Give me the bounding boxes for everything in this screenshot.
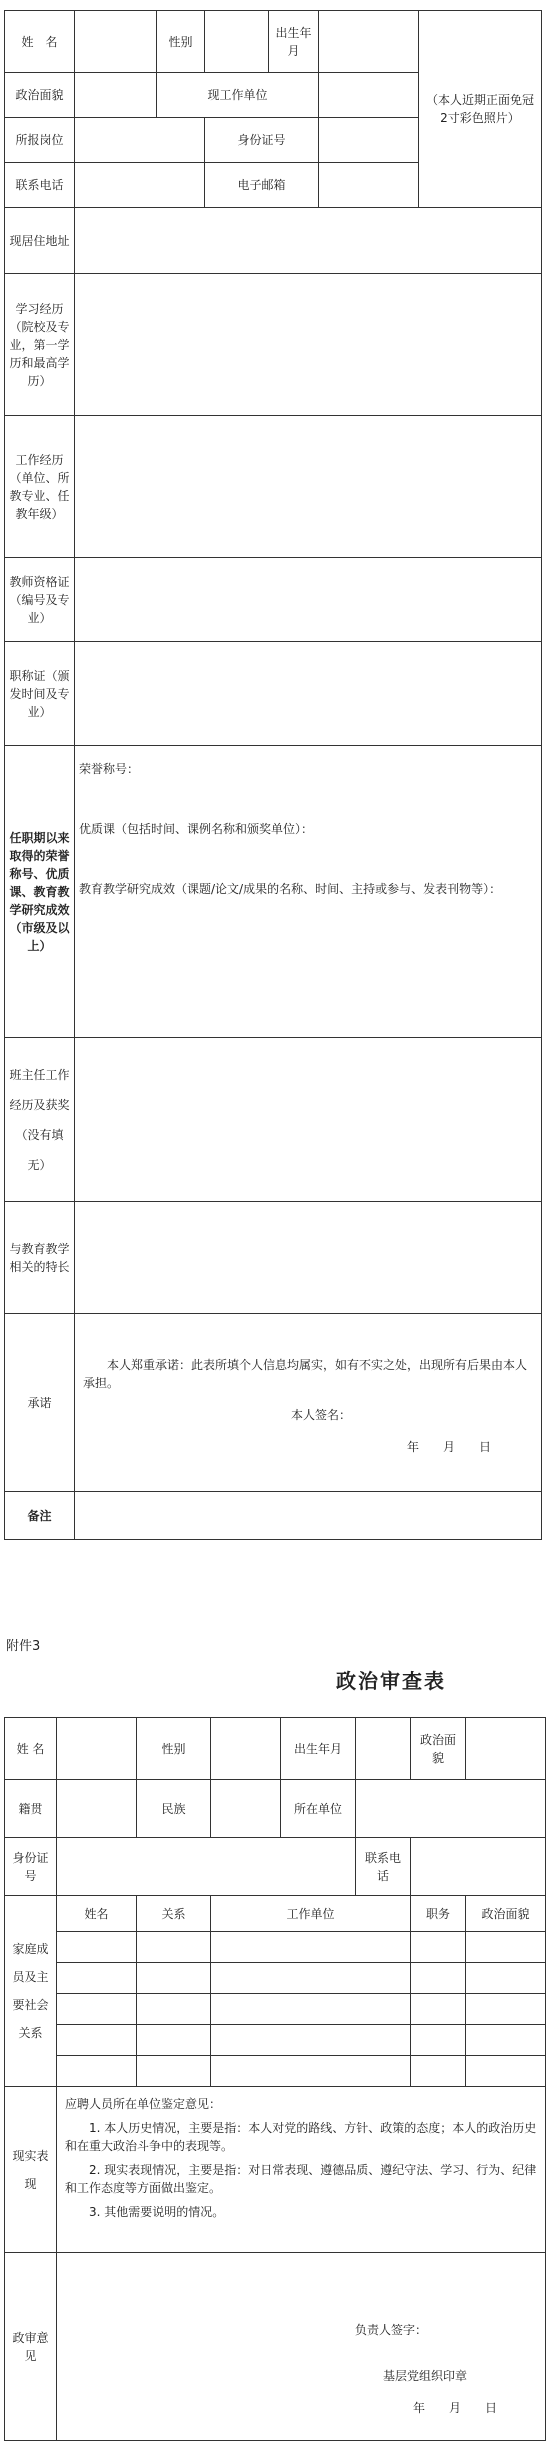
family-label: 家庭成员及主要社会关系 (5, 1896, 57, 2087)
id-card-label: 身份证号 (205, 118, 319, 163)
family-cell[interactable] (137, 1963, 211, 1994)
family-cell[interactable] (137, 1994, 211, 2025)
work-field[interactable] (75, 416, 542, 558)
family-cell[interactable] (57, 2056, 137, 2087)
id-card-field[interactable] (319, 118, 419, 163)
gender-field[interactable] (205, 11, 269, 73)
family-cell[interactable] (211, 2056, 411, 2087)
birth-field[interactable] (319, 11, 419, 73)
gender-label-2: 性别 (137, 1718, 211, 1780)
gender-label: 性别 (157, 11, 205, 73)
performance-item-2: 2. 现实表现情况，主要是指：对日常表现、遵德品质、遵纪守法、学习、行为、纪律和工作态度等方面做出鉴定。 (65, 2163, 537, 2195)
email-field[interactable] (319, 163, 419, 208)
family-row (5, 1932, 546, 1963)
family-cell[interactable] (466, 1994, 546, 2025)
form-title: 政治审查表 (336, 1669, 446, 1693)
family-cell[interactable] (411, 1994, 466, 2025)
family-cell[interactable] (57, 1963, 137, 1994)
specialty-label: 与教育教学相关的特长 (5, 1202, 75, 1314)
gender-field-2[interactable] (211, 1718, 281, 1780)
family-cell[interactable] (57, 1994, 137, 2025)
family-cell[interactable] (411, 2056, 466, 2087)
stamp-text: 基层党组织印章 (382, 2369, 467, 2383)
name-label: 姓 名 (5, 11, 75, 73)
unit-field[interactable] (356, 1780, 546, 1838)
quality-course-text: 优质课（包括时间、课例名称和颁奖单位）： (79, 822, 314, 836)
family-cell[interactable] (57, 1932, 137, 1963)
phone-field-2[interactable] (411, 1838, 546, 1896)
family-cell[interactable] (137, 1932, 211, 1963)
annex-label: 附件3 (6, 1639, 41, 1654)
leader-sign-text: 负责人签字： (354, 2323, 427, 2337)
date-text: 年 月 日 (406, 1440, 491, 1454)
family-cell[interactable] (57, 2025, 137, 2056)
family-row (5, 1994, 546, 2025)
ethnicity-field[interactable] (211, 1780, 281, 1838)
family-cell[interactable] (466, 2025, 546, 2056)
signature-text: 本人签名： (290, 1408, 351, 1422)
family-cell[interactable] (411, 1963, 466, 1994)
family-cell[interactable] (466, 1963, 546, 1994)
col-name: 姓名 (57, 1896, 137, 1932)
ethnicity-label: 民族 (137, 1780, 211, 1838)
performance-intro: 应聘人员所在单位鉴定意见： (65, 2097, 222, 2111)
review-label: 政审意见 (5, 2253, 57, 2441)
review-field[interactable] (57, 2253, 546, 2441)
teacher-cert-field[interactable] (75, 558, 542, 642)
head-teacher-field[interactable] (75, 1038, 542, 1202)
title-cert-field[interactable] (75, 642, 542, 746)
phone-label: 联系电话 (5, 163, 75, 208)
family-cell[interactable] (411, 1932, 466, 1963)
col-relation: 关系 (137, 1896, 211, 1932)
unit-label: 所在单位 (281, 1780, 356, 1838)
position-label: 所报岗位 (5, 118, 75, 163)
col-politics: 政治面貌 (466, 1896, 546, 1932)
family-cell[interactable] (466, 2056, 546, 2087)
phone-field[interactable] (75, 163, 205, 208)
name-field-2[interactable] (57, 1718, 137, 1780)
politics-label: 政治面貌 (5, 73, 75, 118)
teacher-cert-label: 教师资格证（编号及专业） (5, 558, 75, 642)
specialty-field[interactable] (75, 1202, 542, 1314)
family-row (5, 2025, 546, 2056)
family-row (5, 1963, 546, 1994)
col-unit: 工作单位 (211, 1896, 411, 1932)
family-cell[interactable] (211, 1994, 411, 2025)
family-cell[interactable] (137, 2025, 211, 2056)
family-cell[interactable] (211, 2025, 411, 2056)
address-field[interactable] (75, 208, 542, 274)
promise-field (75, 1314, 542, 1492)
birth-label-2: 出生年月 (281, 1718, 356, 1780)
id-card-field-2[interactable] (57, 1838, 356, 1896)
email-label: 电子邮箱 (205, 163, 319, 208)
birth-field-2[interactable] (356, 1718, 411, 1780)
title-cert-label: 职称证（颁发时间及专业） (5, 642, 75, 746)
phone-label-2: 联系电话 (356, 1838, 411, 1896)
study-label: 学习经历（院校及专业，第一学历和最高学历） (5, 274, 75, 416)
honors-label: 任职期以来取得的荣誉称号、优质课、教育教学研究成效（市级及以上） (5, 746, 75, 1038)
promise-label: 承诺 (5, 1314, 75, 1492)
family-cell[interactable] (211, 1963, 411, 1994)
current-unit-field[interactable] (319, 73, 419, 118)
performance-label: 现实表现 (5, 2087, 57, 2253)
photo-box: （本人近期正面免冠2寸彩色照片） (419, 11, 542, 208)
family-cell[interactable] (211, 1932, 411, 1963)
promise-text: 本人郑重承诺：此表所填个人信息均属实，如有不实之处，出现所有后果由本人承担。 (83, 1358, 528, 1390)
family-cell[interactable] (137, 2056, 211, 2087)
name-field[interactable] (75, 11, 157, 73)
position-field[interactable] (75, 118, 205, 163)
honors-title-text: 荣誉称号： (79, 762, 140, 776)
native-field[interactable] (57, 1780, 137, 1838)
family-cell[interactable] (411, 2025, 466, 2056)
review-date-text: 年 月 日 (412, 2401, 497, 2415)
research-text: 教育教学研究成效（课题/论文/成果的名称、时间、主持或参与、发表刊物等）： (79, 882, 502, 896)
performance-field[interactable] (57, 2087, 546, 2253)
birth-label: 出生年月 (269, 11, 319, 73)
head-teacher-label: 班主任工作经历及获奖（没有填无） (5, 1038, 75, 1202)
remarks-label: 备注 (5, 1492, 75, 1540)
registration-form (4, 10, 542, 1540)
name-label-2: 姓 名 (5, 1718, 57, 1780)
family-row (5, 2056, 546, 2087)
address-label: 现居住地址 (5, 208, 75, 274)
politics-label-2: 政治面貌 (411, 1718, 466, 1780)
family-cell[interactable] (466, 1932, 546, 1963)
remarks-field[interactable] (75, 1492, 542, 1540)
id-card-label-2: 身份证号 (5, 1838, 57, 1896)
work-label: 工作经历（单位、所教专业、任教年级） (5, 416, 75, 558)
current-unit-label: 现工作单位 (157, 73, 319, 118)
performance-item-1: 1. 本人历史情况，主要是指：本人对党的路线、方针、政策的态度；本人的政治历史和在重大政治斗争中的表现等。 (65, 2121, 537, 2153)
performance-item-3: 3. 其他需要说明的情况。 (89, 2205, 225, 2219)
politics-field-2[interactable] (466, 1718, 546, 1780)
honors-field[interactable] (75, 746, 542, 1038)
native-label: 籍贯 (5, 1780, 57, 1838)
study-field[interactable] (75, 274, 542, 416)
col-duty: 职务 (411, 1896, 466, 1932)
political-review-form (4, 1717, 546, 2441)
politics-field[interactable] (75, 73, 157, 118)
